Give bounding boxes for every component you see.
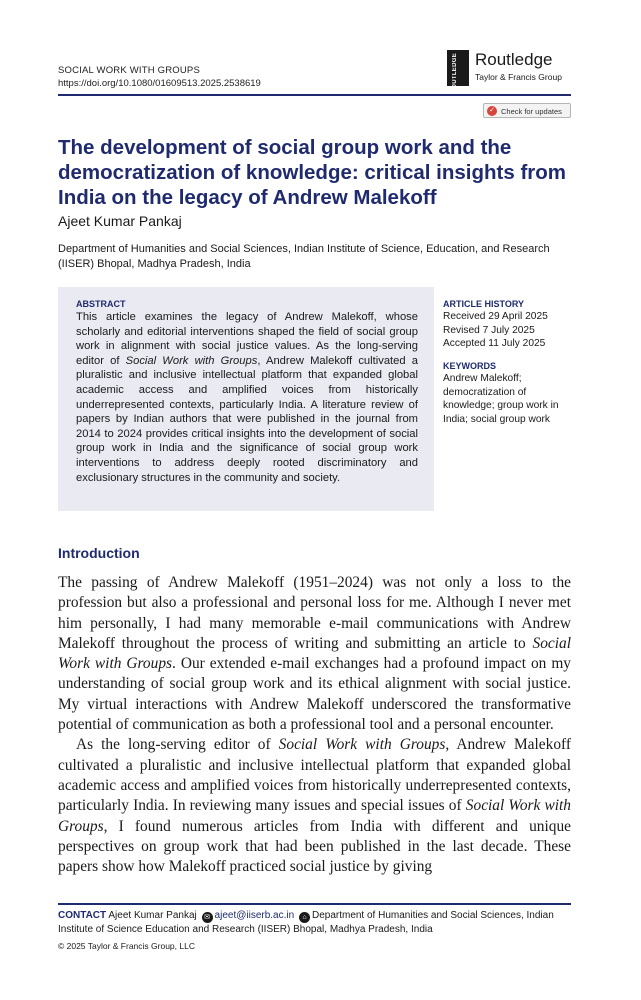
abstract-journal-name: Social Work with Groups: [125, 354, 258, 367]
routledge-logo-mark-text: ROUTLEDGE: [452, 53, 458, 94]
author-affiliation: Department of Humanities and Social Sciences, Indian Institute of Science, Education, and Research (IISER) Bhopal, Madhya Pradesh, India: [58, 243, 550, 270]
revised-date: Revised 7 July 2025: [443, 324, 535, 336]
abstract-text: [76, 310, 418, 485]
p2-journal-name-2: Social Work with Groups: [58, 797, 572, 835]
footer-divider: [58, 903, 571, 905]
contact-label: CONTACT: [58, 910, 107, 921]
p1-journal-name: Social Work with Groups: [58, 634, 571, 673]
keywords-label: KEYWORDS: [443, 361, 497, 371]
publisher-subtitle: Taylor & Francis Group: [475, 72, 562, 82]
check-updates-label: Check for updates: [501, 107, 562, 116]
routledge-logo-icon: [447, 50, 469, 94]
email-icon: ✉: [202, 912, 213, 923]
abstract-text-part-2: , Andrew Malekoff cultivated a pluralistic and inclusive intellectual platform that expanded global academic access and amplified voices from historically underrepresented contexts, particularly India. A literature review of papers by Indian authors that were published in the journal from 2014 to 2024 provides critical insights into the development of social group work in India and the significance of social group work interventions to address deeply rooted discriminatory and exclusionary structures in the community and society.: [76, 354, 418, 484]
contact-email-link[interactable]: ajeet@iiserb.ac.in: [214, 910, 295, 921]
journal-name: SOCIAL WORK WITH GROUPS: [58, 65, 201, 76]
contact-info: [58, 909, 578, 937]
author-name: Ajeet Kumar Pankaj: [58, 213, 182, 229]
check-for-updates-button[interactable]: [483, 103, 571, 118]
section-heading-introduction: Introduction: [58, 545, 140, 561]
paragraph-2: [58, 735, 571, 877]
copyright-notice: © 2025 Taylor & Francis Group, LLC: [58, 941, 195, 951]
abstract-label: ABSTRACT: [76, 299, 126, 309]
abstract-text-part-1: This article examines the legacy of Andrew Malekoff, whose scholarly and editorial interventions shaped the field of social group work in alignment with social justice values. As the long-serving editor of: [76, 311, 418, 367]
address-icon: ⌂: [299, 912, 310, 923]
p2-text-b: , Andrew Malekoff cultivated a pluralistic and inclusive intellectual platform that expanded global academic access and amplified voices from historically underrepresented contexts, particularly India. In reviewing many issues and special issues of: [58, 736, 571, 815]
contact-name: Ajeet Kumar Pankaj: [108, 910, 197, 921]
paragraph-1: [58, 573, 571, 735]
article-history-list: [443, 310, 578, 351]
p2-journal-name: Social Work with Groups: [278, 736, 446, 754]
keywords-text: Andrew Malekoff; democratization of knowledge; group work in India; social group work: [443, 373, 559, 425]
doi-link[interactable]: https://doi.org/10.1080/01609513.2025.2538619: [58, 78, 261, 89]
received-date: Received 29 April 2025: [443, 311, 548, 322]
accepted-date: Accepted 11 July 2025: [443, 338, 546, 349]
p2-text-a: As the long-serving editor of: [76, 736, 279, 754]
introduction-body: [58, 573, 571, 877]
p1-text-b: . Our extended e-mail exchanges had a profound impact on my understanding of social group work and its ethical alignment with social justice. My virtual interactions with Andrew Malekoff underscored the transformative potential of communication as both a professional tool and a personal encounter.: [58, 655, 571, 734]
contact-address: Department of Humanities and Social Sciences, Indian Institute of Science Education and Research (IISER) Bhopal, Madhya Pradesh, India: [58, 910, 554, 935]
publisher-name: Routledge: [475, 50, 553, 69]
header-divider: [58, 94, 571, 96]
check-updates-icon: ✓: [487, 106, 497, 116]
article-title: The development of social group work and the democratization of knowledge: critical insights from India on the legacy of Andrew Malekoff: [58, 136, 567, 209]
p2-text-c: , I found numerous articles from India with different and unique perspectives on group work that had been published in the last decade. These papers show how Malekoff practiced social justice by giving: [58, 817, 571, 876]
p1-text-a: The passing of Andrew Malekoff (1951–2024) was not only a loss to the profession but also a professional and personal loss for me. Although I never met him personally, I had many memorable e-mail communications with Andrew Malekoff throughout the process of writing and submitting an article to: [58, 574, 571, 652]
article-history-label: ARTICLE HISTORY: [443, 299, 525, 309]
